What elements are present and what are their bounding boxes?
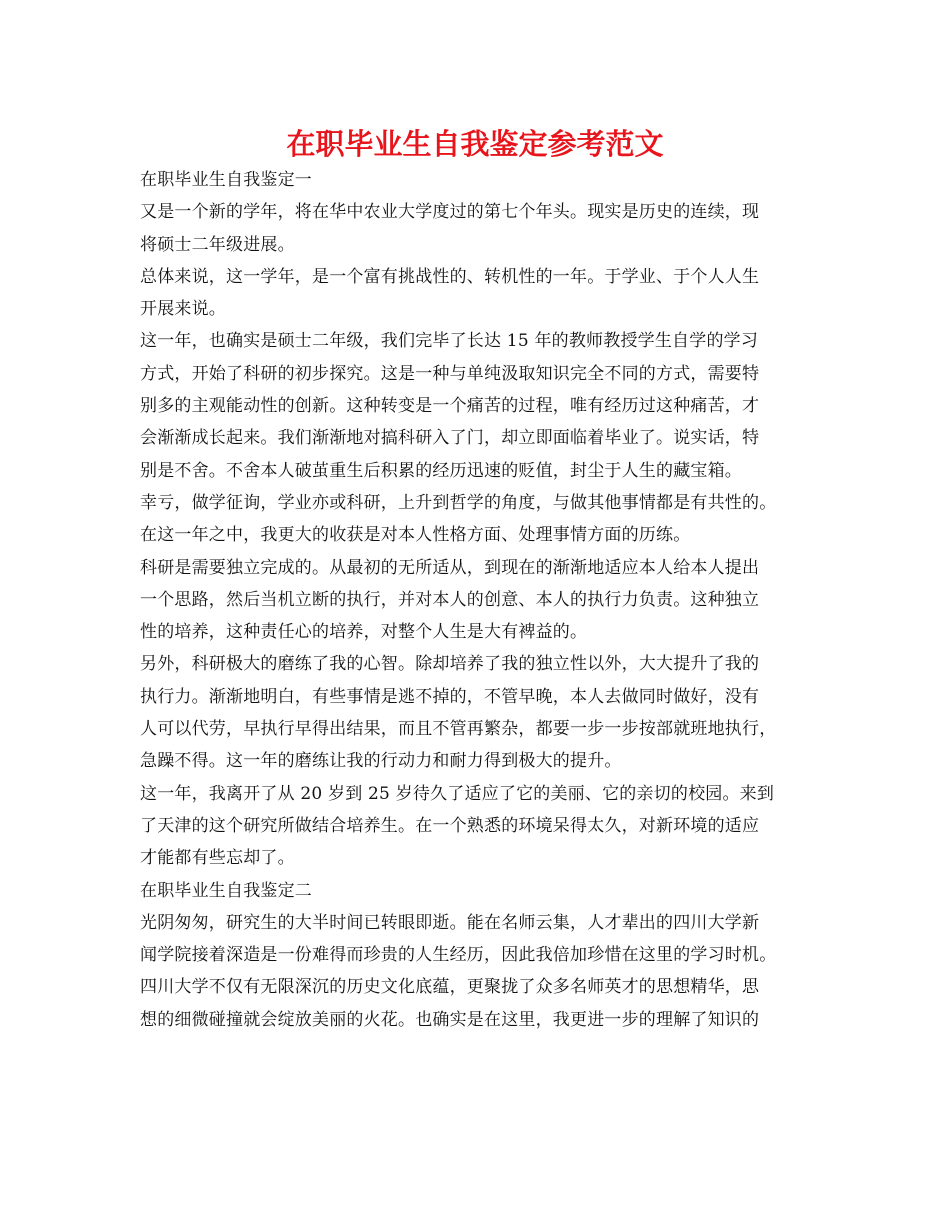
text-line: 这一年，也确实是硕士二年级，我们完毕了长达 15 年的教师教授学生自学的学习 — [140, 331, 759, 352]
text-line: 总体来说，这一学年，是一个富有挑战性的、转机性的一年。于学业、于个人人生 — [140, 266, 760, 287]
text-line: 开展来说。 — [140, 299, 226, 320]
text-line: 又是一个新的学年，将在华中农业大学度过的第七个年头。现实是历史的连续，现 — [140, 202, 760, 223]
text-line: 在职毕业生自我鉴定一 — [140, 170, 312, 190]
text-line: 闻学院接着深造是一份难得而珍贵的人生经历，因此我倍加珍惜在这里的学习时机。 — [140, 945, 777, 966]
text-line: 想的细微碰撞就会绽放美丽的火花。也确实是在这里，我更进一步的理解了知识的 — [140, 1009, 760, 1030]
document-body — [140, 164, 830, 1036]
text-line: 会渐渐成长起来。我们渐渐地对搞科研入了门，却立即面临着毕业了。说实话，特 — [140, 428, 760, 449]
document-title: 在职毕业生自我鉴定参考范文 — [286, 127, 664, 161]
text-line: 在职毕业生自我鉴定二 — [140, 880, 312, 901]
text-line: 人可以代劳，早执行早得出结果，而且不管再繁杂，都要一步一步按部就班地执行， — [140, 719, 777, 740]
text-line: 了天津的这个研究所做结合培养生。在一个熟悉的环境呆得太久，对新环境的适应 — [140, 815, 760, 836]
text-line: 才能都有些忘却了。 — [140, 848, 295, 869]
text-line: 这一年，我离开了从 20 岁到 25 岁待久了适应了它的美丽、它的亲切的校园。来到 — [140, 783, 775, 804]
text-line: 将硕士二年级进展。 — [140, 234, 295, 255]
text-line: 方式，开始了科研的初步探究。这是一种与单纯汲取知识完全不同的方式，需要特 — [140, 363, 760, 384]
text-line: 执行力。渐渐地明白，有些事情是逃不掉的，不管早晚，本人去做同时做好，没有 — [140, 686, 760, 707]
text-line: 在这一年之中，我更大的收获是对本人性格方面、处理事情方面的历练。 — [140, 525, 691, 546]
text-line: 科研是需要独立完成的。从最初的无所适从，到现在的渐渐地适应本人给本人提出 — [140, 557, 760, 578]
text-line: 另外，科研极大的磨练了我的心智。除却培养了我的独立性以外，大大提升了我的 — [140, 654, 760, 675]
text-line: 别多的主观能动性的创新。这种转变是一个痛苦的过程，唯有经历过这种痛苦，才 — [140, 396, 760, 417]
text-line: 四川大学不仅有无限深沉的历史文化底蕴，更聚拢了众多名师英才的思想精华，思 — [140, 977, 760, 998]
text-line: 性的培养，这种责任心的培养，对整个人生是大有裨益的。 — [140, 622, 588, 643]
text-line: 急躁不得。这一年的磨练让我的行动力和耐力得到极大的提升。 — [140, 751, 622, 772]
text-line: 别是不舍。不舍本人破茧重生后积累的经历迅速的贬值，封尘于人生的藏宝箱。 — [140, 460, 742, 481]
text-line: 光阴匆匆，研究生的大半时间已转眼即逝。能在名师云集，人才辈出的四川大学新 — [140, 912, 760, 933]
text-line: 一个思路，然后当机立断的执行，并对本人的创意、本人的执行力负责。这种独立 — [140, 589, 760, 610]
text-line: 幸亏，做学征询，学业亦或科研，上升到哲学的角度，与做其他事情都是有共性的。 — [140, 492, 777, 513]
